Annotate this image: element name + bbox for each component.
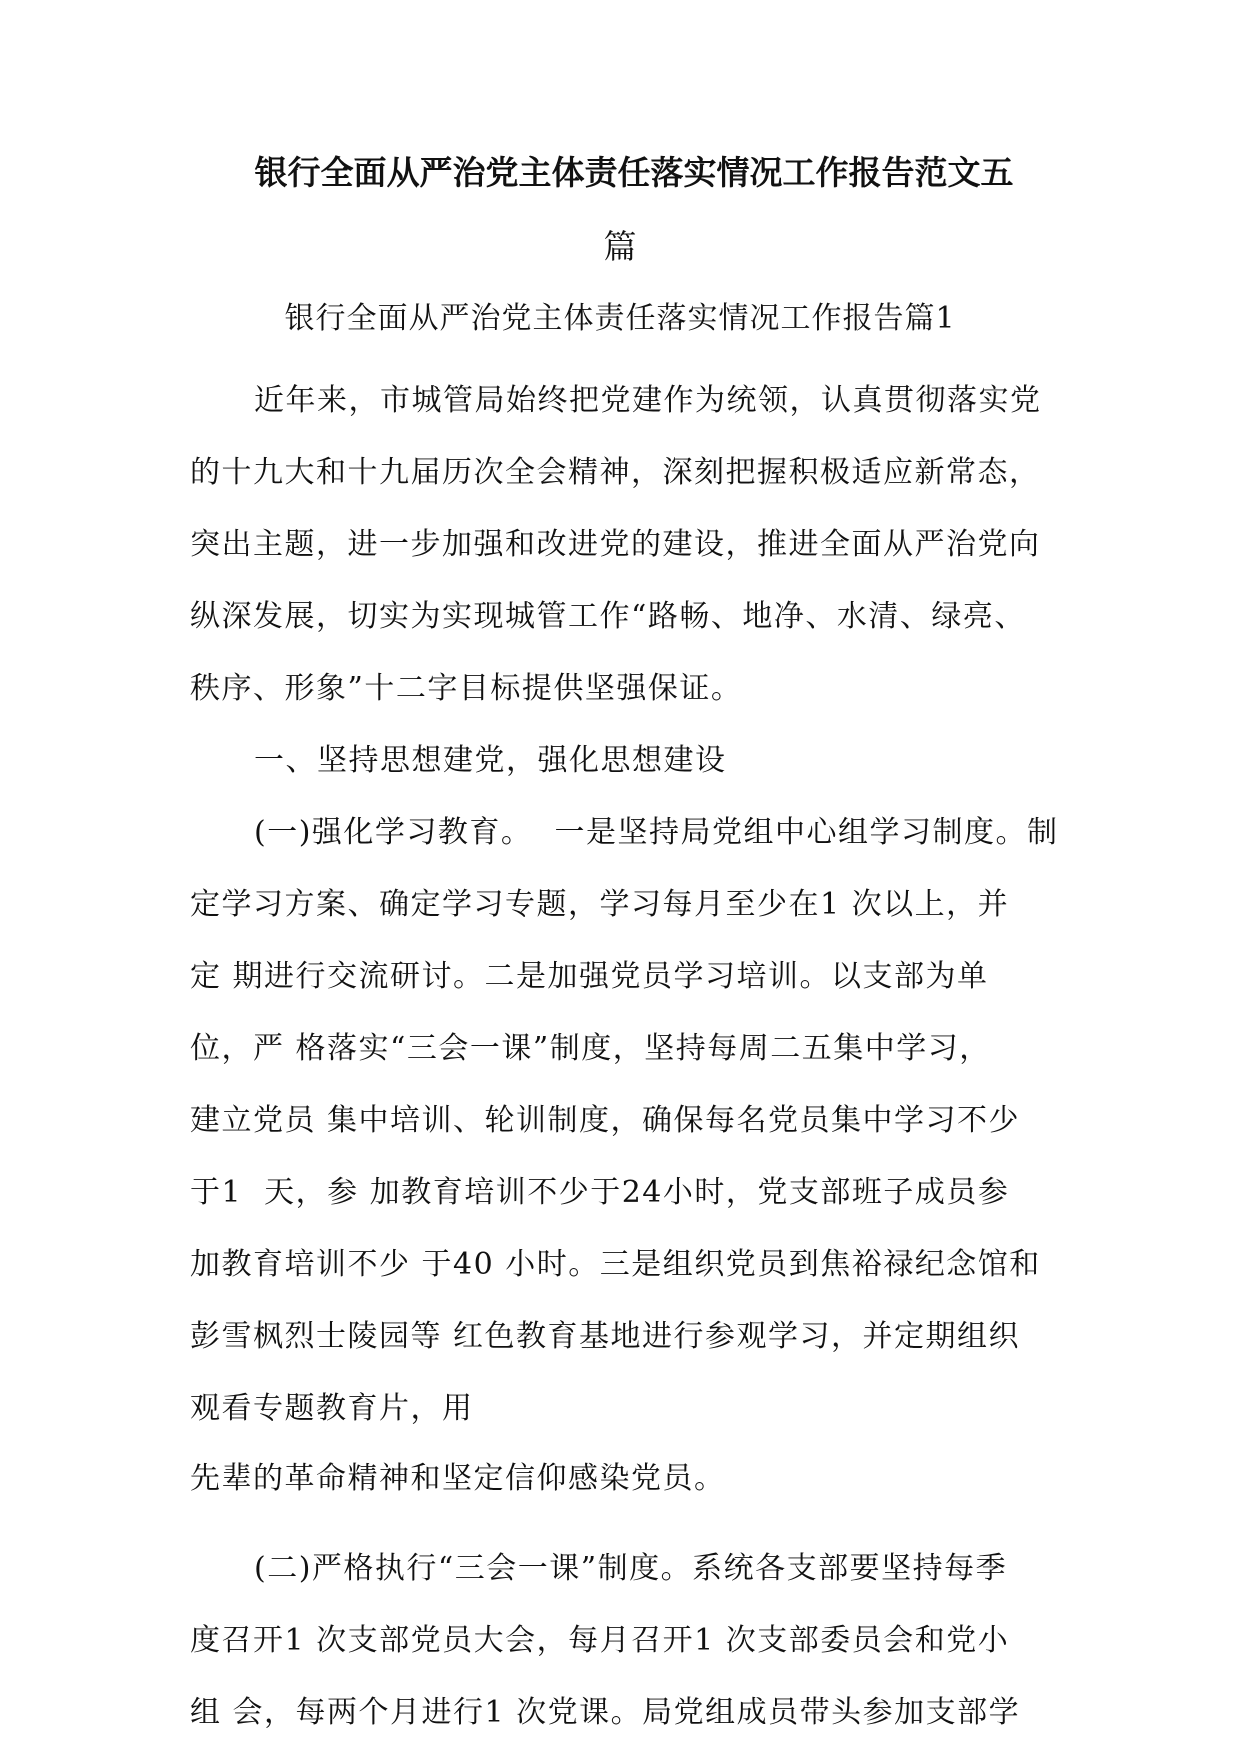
section-heading: 银行全面从严治党主体责任落实情况工作报告篇1 [284, 301, 956, 336]
paragraph-line: 秩序、形象”十二字目标提供坚强保证。 [190, 671, 743, 706]
paragraph-line: 先辈的革命精神和坚定信仰感染党员。 [190, 1461, 726, 1496]
paragraph-line: (一)强化学习教育。 一是坚持局党组中心组学习制度。制 [254, 815, 1059, 850]
paragraph-line: 定 期进行交流研讨。二是加强党员学习培训。以支部为单 [190, 959, 989, 994]
paragraph-line: (二)严格执行“三会一课”制度。系统各支部要坚持每季 [254, 1551, 1008, 1586]
paragraph-line: 定学习方案、确定学习专题，学习每月至少在1 次以上，并 [190, 887, 1010, 922]
paragraph-line: 突出主题，进一步加强和改进党的建设，推进全面从严治党向 [190, 527, 1041, 562]
paragraph-line: 度召开1 次支部党员大会，每月召开1 次支部委员会和党小 [190, 1623, 1010, 1658]
paragraph-line: 彭雪枫烈士陵园等 红色教育基地进行参观学习，并定期组织 [190, 1319, 1021, 1354]
paragraph-line: 纵深发展，切实为实现城管工作“路畅、地净、水清、绿亮、 [190, 599, 1026, 634]
paragraph-line: 加教育培训不少 于40 小时。三是组织党员到焦裕禄纪念馆和 [190, 1247, 1041, 1282]
paragraph-line: 近年来，市城管局始终把党建作为统领，认真贯彻落实党 [254, 383, 1042, 418]
paragraph-line: 组 会，每两个月进行1 次党课。局党组成员带头参加支部学 [190, 1695, 1021, 1730]
paragraph-line: 位，严 格落实“三会一课”制度，坚持每周二五集中学习， [190, 1031, 991, 1066]
paragraph-line: 建立党员 集中培训、轮训制度，确保每名党员集中学习不少 [190, 1103, 1021, 1138]
paragraph-line: 于1 天，参 加教育培训不少于24小时，党支部班子成员参 [190, 1175, 1010, 1210]
paragraph-line: 的十九大和十九届历次全会精神，深刻把握积极适应新常态， [190, 455, 1041, 490]
heading-line: 一、坚持思想建党，强化思想建设 [254, 743, 727, 778]
document-title: 银行全面从严治党主体责任落实情况工作报告范文五 [254, 153, 1014, 192]
document-title-continuation: 篇 [603, 227, 637, 266]
paragraph-line: 观看专题教育片，用 [190, 1391, 474, 1426]
